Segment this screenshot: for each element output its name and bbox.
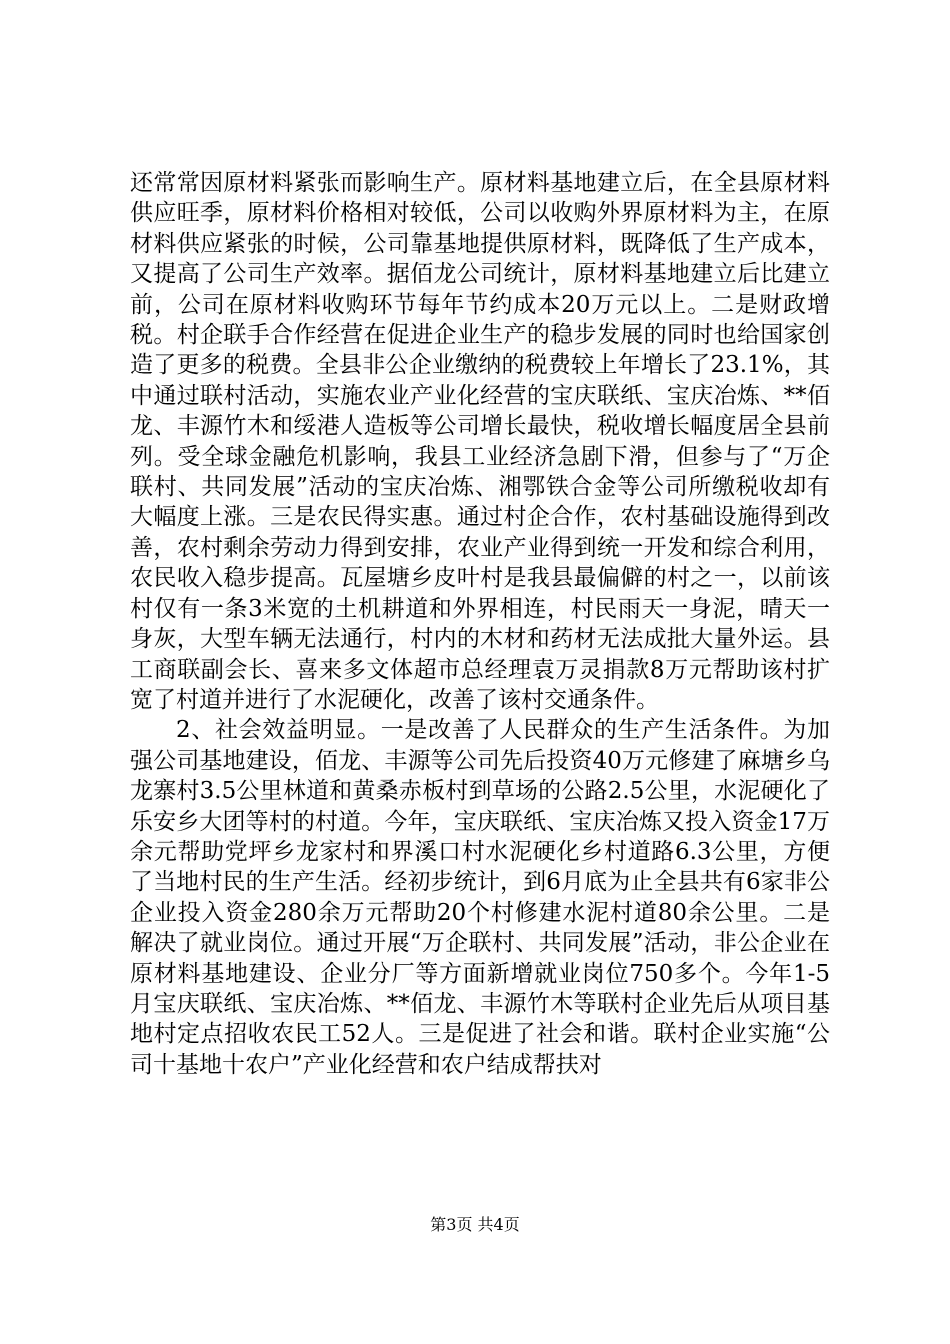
- paragraph-social-benefits: 2、社会效益明显。一是改善了人民群众的生产生活条件。为加强公司基地建设，佰龙、丰源等公司先后投资40万元修建了麻塘乡乌龙寨村3.5公里林道和黄桑赤板村到草场的公路2.5公里，水泥硬化了乐安乡大团等村的村道。今年，宝庆联纸、宝庆冶炼又投入资金17万余元帮助党坪乡龙家村和界溪口村水泥硬化乡村道路6.3公里，方便了当地村民的生产生活。经初步统计，到6月底为止全县共有6家非公企业投入资金280余万元帮助20个村修建水泥村道80余公里。二是解决了就业岗位。通过开展“万企联村、共同发展”活动，非公企业在原材料基地建设、企业分厂等方面新增就业岗位750多个。今年1-5月宝庆联纸、宝庆冶炼、**佰龙、丰源竹木等联村企业先后从项目基地村定点招收农民工52人。三是促进了社会和谐。联村企业实施“公司十基地十农户”产业化经营和农户结成帮扶对: [130, 717, 830, 1078]
- page-footer: [0, 1215, 950, 1235]
- page-number: 第3页 共4页: [430, 1215, 520, 1234]
- body-text: [130, 168, 830, 1080]
- paragraph-continued: 还常常因原材料紧张而影响生产。原材料基地建立后，在全县原材料供应旺季，原材料价格相对较低，公司以收购外界原材料为主，在原材料供应紧张的时候，公司靠基地提供原材料，既降低了生产成本，又提高了公司生产效率。据佰龙公司统计，原材料基地建立后比建立前，公司在原材料收购环节每年节约成本20万元以上。二是财政增税。村企联手合作经营在促进企业生产的稳步发展的同时也给国家创造了更多的税费。全县非公企业缴纳的税费较上年增长了23.1%，其中通过联村活动，实施农业产业化经营的宝庆联纸、宝庆冶炼、**佰龙、丰源竹木和绥港人造板等公司增长最快，税收增长幅度居全县前列。受全球金融危机影响，我县工业经济急剧下滑，但参与了“万企联村、共同发展”活动的宝庆冶炼、湘鄂铁合金等公司所缴税收却有大幅度上涨。三是农民得实惠。通过村企合作，农村基础设施得到改善，农村剩余劳动力得到安排，农业产业得到统一开发和综合利用，农民收入稳步提高。瓦屋塘乡皮叶村是我县最偏僻的村之一，以前该村仅有一条3米宽的土机耕道和外界相连，村民雨天一身泥，晴天一身灰，大型车辆无法通行，村内的木材和药材无法成批大量外运。县工商联副会长、喜来多文体超市总经理袁万灵捐款8万元帮助该村扩宽了村道并进行了水泥硬化，改善了该村交通条件。: [130, 170, 830, 713]
